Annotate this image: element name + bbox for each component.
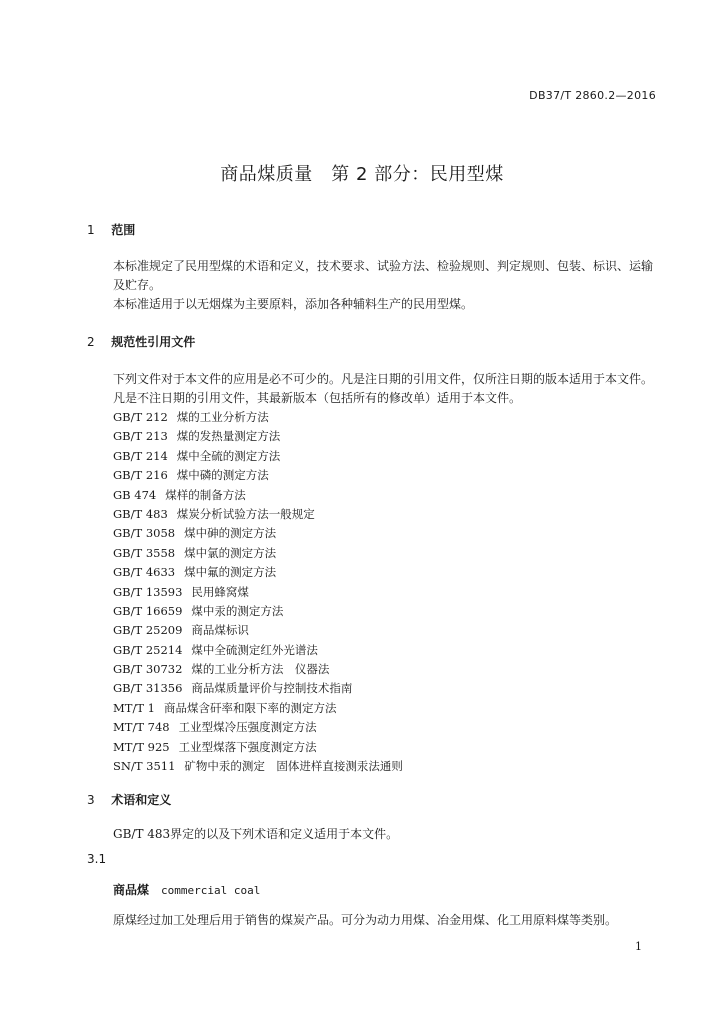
reference-item: [113, 427, 403, 446]
reference-name: 工业型煤落下强度测定方法: [178, 739, 317, 754]
reference-name: 煤中全硫测定红外光谱法: [191, 642, 318, 657]
scope-paragraph-1: [87, 257, 659, 295]
reference-item: [113, 621, 403, 640]
section-heading-terms: [87, 791, 171, 808]
reference-code: GB/T 216: [113, 468, 168, 483]
page-number: 1: [635, 940, 642, 953]
section-title: 规范性引用文件: [111, 335, 196, 349]
scope-text-1: 本标准规定了民用型煤的术语和定义，技术要求、试验方法、检验规则、判定规则、包装、标识、运输及贮存。: [113, 259, 654, 292]
reference-code: GB/T 25214: [113, 642, 183, 657]
reference-name: 煤中磷的测定方法: [176, 468, 269, 483]
reference-name: 煤中全硫的测定方法: [176, 448, 281, 463]
reference-code: GB/T 4633: [113, 565, 176, 580]
reference-name: 商品煤标识: [191, 623, 249, 638]
reference-code: GB/T 16659: [113, 603, 183, 618]
term-english: commercial coal: [161, 884, 261, 897]
section-heading-scope: [87, 221, 135, 238]
section-number: 3: [87, 793, 95, 807]
reference-name: 矿物中汞的测定 固体进样直接测汞法通则: [184, 759, 403, 774]
section-number: 1: [87, 223, 95, 237]
reference-item: [113, 486, 403, 505]
reference-item: [113, 641, 403, 660]
reference-name: 煤中氯的测定方法: [184, 545, 277, 560]
reference-code: MT/T 1: [113, 700, 155, 715]
reference-code: MT/T 748: [113, 720, 170, 735]
reference-code: GB/T 483: [113, 506, 168, 521]
reference-code: GB/T 213: [113, 429, 168, 444]
section-title: 术语和定义: [111, 793, 172, 807]
reference-code: GB/T 30732: [113, 662, 183, 677]
section-heading-normative: [87, 333, 195, 350]
reference-item: [113, 447, 403, 466]
reference-item: [113, 408, 403, 427]
section-title: 范围: [111, 223, 136, 237]
reference-code: GB/T 212: [113, 410, 168, 424]
reference-item: [113, 699, 403, 718]
reference-name: 煤中汞的测定方法: [191, 603, 284, 618]
term-definition: 原煤经过加工处理后用于销售的煤炭产品。可分为动力用煤、冶金用煤、化工用原料煤等类别。: [113, 913, 618, 927]
reference-name: 煤中氟的测定方法: [184, 565, 277, 580]
reference-item: [113, 524, 403, 543]
reference-code: SN/T 3511: [113, 759, 176, 774]
reference-code: MT/T 925: [113, 739, 170, 754]
reference-item: [113, 679, 403, 698]
reference-code: GB/T 214: [113, 448, 168, 463]
reference-code: GB 474: [113, 487, 157, 502]
reference-name: 民用蜂窝煤: [191, 584, 249, 599]
reference-item: [113, 544, 403, 563]
reference-name: 煤的发热量测定方法: [176, 429, 281, 444]
normative-intro-paragraph: [87, 370, 659, 408]
reference-name: 煤的工业分析方法 仪器法: [191, 662, 330, 677]
scope-text-2: 本标准适用于以无烟煤为主要原料，添加各种辅料生产的民用型煤。: [113, 297, 474, 311]
reference-name: 煤的工业分析方法: [176, 410, 269, 424]
reference-item: [113, 466, 403, 485]
terms-intro-paragraph: [87, 825, 659, 844]
standard-code: DB37/T 2860.2—2016: [529, 89, 656, 102]
reference-code: GB/T 25209: [113, 623, 183, 638]
clause-number: 3.1: [87, 852, 107, 866]
terms-intro-text: GB/T 483界定的以及下列术语和定义适用于本文件。: [113, 827, 399, 841]
reference-item: [113, 660, 403, 679]
reference-name: 煤炭分析试验方法一般规定: [176, 506, 315, 521]
section-number: 2: [87, 335, 95, 349]
normative-intro-text: 下列文件对于本文件的应用是必不可少的。凡是注日期的引用文件，仅所注日期的版本适用于本文件。凡是不注日期的引用文件，其最新版本（包括所有的修改单）适用于本文件。: [113, 372, 654, 405]
reference-item: [113, 505, 403, 524]
reference-code: GB/T 3058: [113, 526, 176, 541]
reference-name: 商品煤含矸率和限下率的测定方法: [163, 700, 337, 715]
term-entry: [113, 881, 260, 898]
reference-item: [113, 738, 403, 757]
reference-code: GB/T 3558: [113, 545, 176, 560]
reference-name: 煤样的制备方法: [165, 487, 246, 502]
reference-item: [113, 563, 403, 582]
reference-item: [113, 757, 403, 776]
reference-item: [113, 718, 403, 737]
document-title: 商品煤质量 第 2 部分：民用型煤: [220, 164, 504, 185]
reference-name: 工业型煤冷压强度测定方法: [178, 720, 317, 735]
reference-item: [113, 602, 403, 621]
reference-code: GB/T 31356: [113, 681, 183, 696]
reference-code: GB/T 13593: [113, 584, 183, 599]
reference-name: 商品煤质量评价与控制技术指南: [191, 681, 353, 696]
normative-reference-list: [113, 408, 403, 776]
reference-name: 煤中砷的测定方法: [184, 526, 277, 541]
scope-paragraph-2: [87, 295, 659, 314]
term-chinese: 商品煤: [113, 883, 150, 897]
reference-item: [113, 583, 403, 602]
